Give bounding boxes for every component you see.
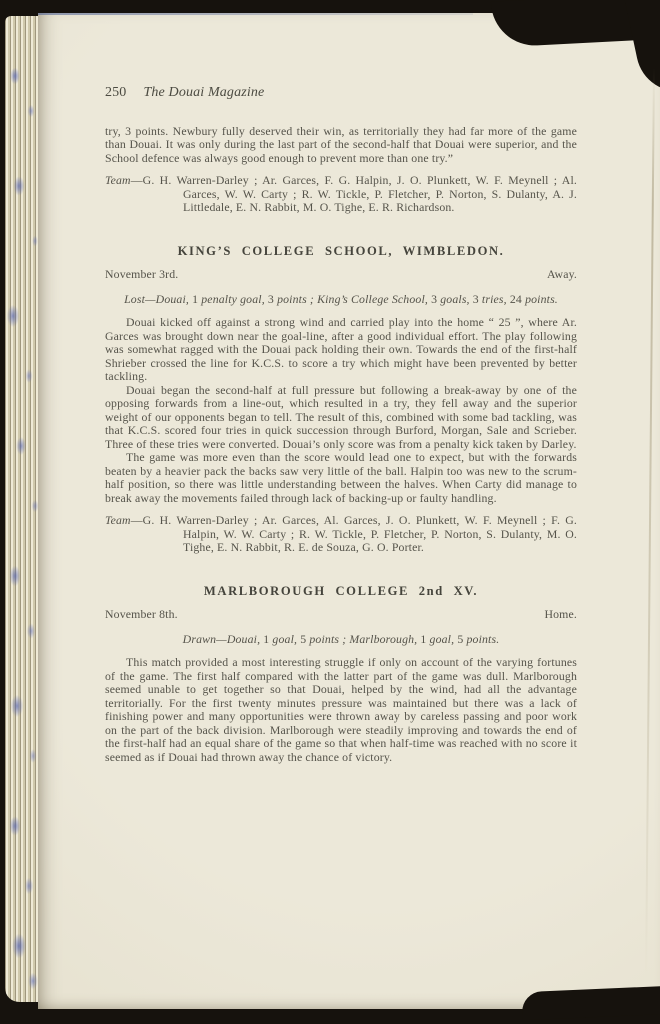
report-paragraph: Douai kicked off against a strong wind and carried play into the home “ 25 ”, where Ar. Garces was brought down near the goal-line, after a good individual effort. The play following was somewhat ragged with the Douai pack holding their own. Towards the end of the first-half Shrieber crossed the line for K.C.S. to score a try which might have been prevented by better tackling. xyxy=(105,315,577,383)
running-title: The Douai Magazine xyxy=(143,85,265,100)
team-label: Team xyxy=(105,513,131,527)
gutter-crease xyxy=(645,68,655,979)
page-content xyxy=(105,13,577,764)
match-heading-kcs: KING’S COLLEGE SCHOOL, WIMBLEDON. xyxy=(177,243,505,258)
match-date-row xyxy=(105,268,577,282)
team-list-kcs xyxy=(105,514,577,555)
match-venue: Home. xyxy=(544,607,577,621)
book-page xyxy=(38,13,660,1009)
report-paragraph: This match provided a most interesting struggle if only on account of the varying fortunes of the game. The first half compared with the latter part of the game was dull. Marlborough seemed unable to get together so that Douai, helped by the wind, had all the advantage territorially. For the first twenty minutes pressure was maintained but there was a lack of finishing power and many opportunities were thrown away by careless passing and poor work on the part of the back division. Marlborough were steadily improving and towards the end of the first-half had an equal share of the game so that when half-time was reached with no score it seemed as if Douai had thrown away the chance of victory. xyxy=(105,655,577,764)
match-venue: Away. xyxy=(546,267,577,281)
match-date-row xyxy=(105,608,577,622)
team-list-newbury xyxy=(105,174,577,215)
team-names: —G. H. Warren-Darley ; Ar. Garces, F. G. Halpin, J. O. Plunkett, W. F. Meynell ; Al. Garces, W. W. Carty ; R. W. Tickle, P. Fletcher, P. Norton, S. Dulanty, A. J. Littledale, E. N. Rabbit, M. O. Tighe, E. R. Richardson. xyxy=(130,173,577,214)
page-number: 250 xyxy=(105,85,127,100)
report-paragraph: Douai began the second-half at full pressure but following a break-away by one of the opposing forwards from a line-out, which resulted in a try, they fell away and the superior weight of our opponents began to tell. The result of this, combined with some bad tackling, was that K.C.S. scored four tries in quick succession through Burford, Morgan, Sale and Scrieber. Three of these tries were converted. Douai’s only score was from a penalty kick taken by Darley. xyxy=(105,382,577,451)
team-names: —G. H. Warren-Darley ; Ar. Garces, Al. Garces, J. O. Plunkett, W. F. Meynell ; F. G. Halpin, W. W. Carty ; R. W. Tickle, P. Fletcher, P. Norton, S. Dulanty, M. O. Tighe, E. N. Rabbit, R. E. de Souza, G. O. Porter. xyxy=(130,513,577,554)
match-heading-marlborough: MARLBOROUGH COLLEGE 2nd XV. xyxy=(203,583,479,598)
match-report xyxy=(105,316,577,505)
report-paragraph: The game was more even than the score would lead one to expect, but with the forwards beaten by a heavier pack the backs saw very little of the ball. Halpin too was new to the scrum-half position, so there was little understanding between the halves. When Carty did manage to break away the movements failed through lack of backing-up or faulty handling. xyxy=(105,450,577,505)
running-header xyxy=(105,86,577,100)
match-report xyxy=(105,656,577,764)
match-result: Lost—Douai, 1 penalty goal, 3 points ; King’s College School, 3 goals, 3 tries, 24 points. xyxy=(124,291,558,306)
team-label: Team xyxy=(105,173,131,187)
intro-paragraph: try, 3 points. Newbury fully deserved their win, as territorially they had far more of the game than Douai. It was only during the last part of the second-half that Douai were superior, and the School defence was always good enough to prevent more than one try.” xyxy=(105,123,577,165)
match-result: Drawn—Douai, 1 goal, 5 points ; Marlborough, 1 goal, 5 points. xyxy=(182,631,500,646)
match-date: November 3rd. xyxy=(105,267,179,281)
corner-shadow xyxy=(521,986,660,1021)
match-date: November 8th. xyxy=(105,607,178,621)
